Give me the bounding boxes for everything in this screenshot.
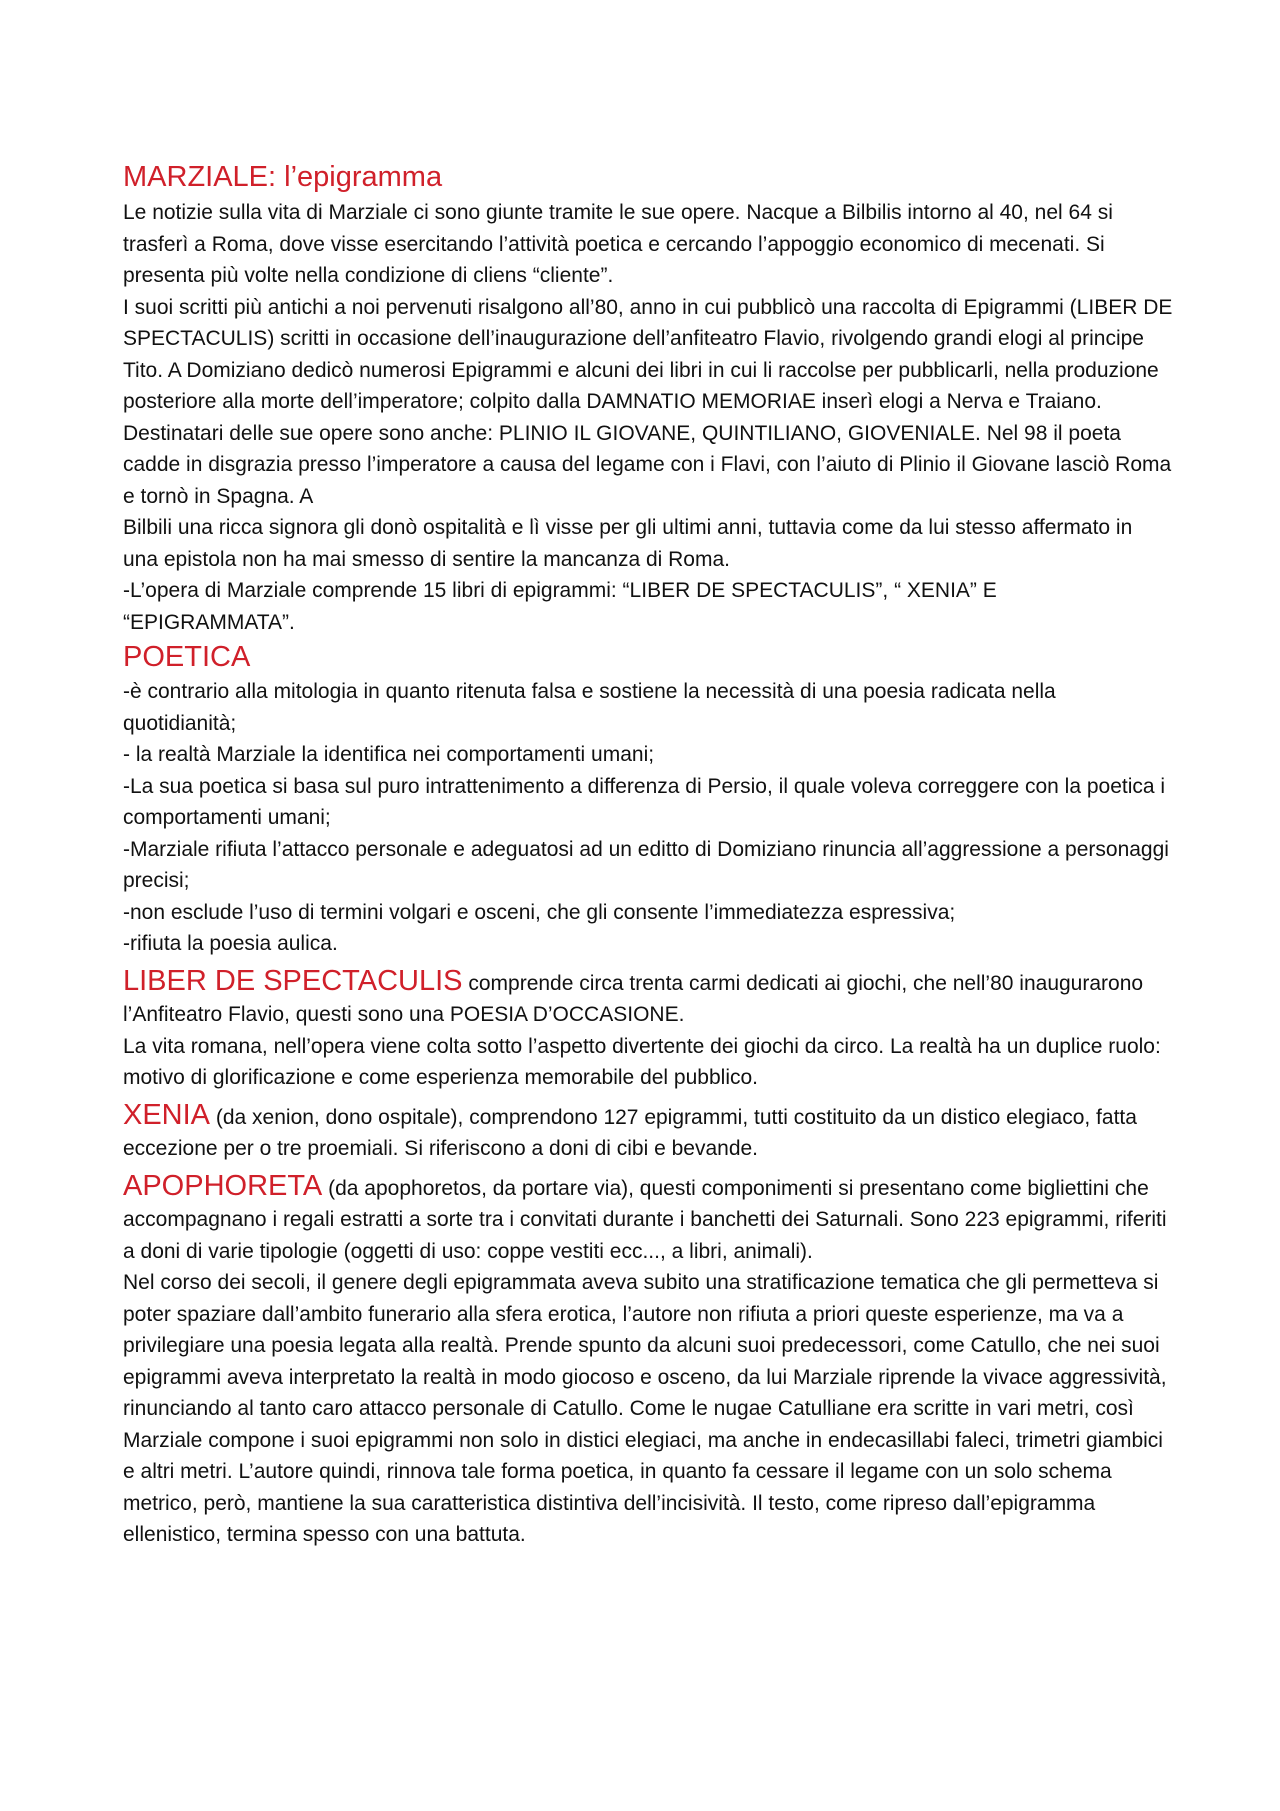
xenia-heading: XENIA xyxy=(123,1098,211,1131)
liber-section xyxy=(123,966,1173,1031)
intro-paragraph-3: Bilbili una ricca signora gli donò ospitalità e lì visse per gli ultimi anni, tuttavia come da lui stesso affermato in una epistola non ha mai smesso di sentire la mancanza di Roma. xyxy=(123,516,1133,571)
poetica-heading: POETICA xyxy=(123,641,251,673)
apophoreta-section xyxy=(123,1171,1173,1268)
apophoreta-heading: APOPHORETA xyxy=(123,1169,323,1202)
poetica-item: -non esclude l’uso di termini volgari e osceni, che gli consente l’immediatezza espressiva; xyxy=(123,900,956,924)
intro-paragraph-4: -L’opera di Marziale comprende 15 libri di epigrammi: “LIBER DE SPECTACULIS”, “ XENIA” E “EPIGRAMMATA”. xyxy=(123,579,997,634)
liber-heading: LIBER DE SPECTACULIS xyxy=(123,964,463,997)
xenia-section xyxy=(123,1100,1173,1165)
liber-text-2: La vita romana, nell’opera viene colta sotto l’aspetto divertente dei giochi da circo. La realtà ha un duplice ruolo: motivo di glorificazione e come esperienza memorabile del pubblico. xyxy=(123,1034,1161,1089)
liber-text: comprende circa trenta carmi dedicati ai giochi, che nell’80 inaugurarono l’Anfiteatro Flavio, questi sono una POESIA D’OCCASIONE. xyxy=(123,971,1144,1026)
poetica-item: -è contrario alla mitologia in quanto ritenuta falsa e sostiene la necessità di una poesia radicata nella quotidianità; xyxy=(123,680,1056,735)
page-title: MARZIALE: l’epigramma xyxy=(123,161,443,193)
intro-paragraph-1: Le notizie sulla vita di Marziale ci sono giunte tramite le sue opere. Nacque a Bilbilis intorno al 40, nel 64 si trasferì a Roma, dove visse esercitando l’attività poetica e cercando l’appoggio economico di mecenati. Si presenta più volte nella condizione di cliens “cliente”. xyxy=(123,201,1113,287)
apophoreta-text-2: Nel corso dei secoli, il genere degli epigrammata aveva subito una stratificazione tematica che gli permetteva si poter spaziare dall’ambito funerario alla sfera erotica, l’autore non rifiuta a priori queste esperienze, ma va a privilegiare una poesia legata alla realtà. Prende spunto da alcuni suoi predecessori, come Catullo, che nei suoi epigrammi aveva interpretato la realtà in modo giocoso e osceno, da lui Marziale riprende la vivace aggressività, rinunciando al tanto caro attacco personale di Catullo. Come le nugae Catulliane era scritte in vari metri, così Marziale compone i suoi epigrammi non solo in distici elegiaci, ma anche in endecasillabi faleci, trimetri giambici e altri metri. L’autore quindi, rinnova tale forma poetica, in quanto fa cessare il legame con un solo schema metrico, però, mantiene la sua caratteristica distintiva dell’incisività. Il testo, come ripreso dall’epigramma ellenistico, termina spesso con una battuta. xyxy=(123,1271,1167,1546)
intro-paragraph-2: I suoi scritti più antichi a noi pervenuti risalgono all’80, anno in cui pubblicò una raccolta di Epigrammi (LIBER DE SPECTACULIS) scritti in occasione dell’inaugurazione dell’anfiteatro Flavio, rivolgendo grandi elogi al principe Tito. A Domiziano dedicò numerosi Epigrammi e alcuni dei libri in cui li raccolse per pubblicarli, nella produzione posteriore alla morte dell’imperatore; colpito dalla DAMNATIO MEMORIAE inserì elogi a Nerva e Traiano. Destinatari delle sue opere sono anche: PLINIO IL GIOVANE, QUINTILIANO, GIOVENIALE. Nel 98 il poeta cadde in disgrazia presso l’imperatore a causa del legame con i Flavi, con l’aiuto di Plinio il Giovane lasciò Roma e tornò in Spagna. A xyxy=(123,295,1173,508)
poetica-item: -Marziale rifiuta l’attacco personale e adeguatosi ad un editto di Domiziano rinuncia all’aggressione a personaggi precisi; xyxy=(123,837,1169,892)
xenia-text: (da xenion, dono ospitale), comprendono 127 epigrammi, tutti costituito da un distico elegiaco, fatta eccezione per o tre proemiali. Si riferiscono a doni di cibi e bevande. xyxy=(123,1105,1137,1160)
poetica-item: - la realtà Marziale la identifica nei comportamenti umani; xyxy=(123,743,655,766)
poetica-item: -rifiuta la poesia aulica. xyxy=(123,932,338,955)
document-page xyxy=(123,157,1173,1551)
poetica-item: -La sua poetica si basa sul puro intrattenimento a differenza di Persio, il quale voleva correggere con la poetica i comportamenti umani; xyxy=(123,774,1166,829)
apophoreta-text: (da apophoretos, da portare via), questi componimenti si presentano come bigliettini che accompagnano i regali estratti a sorte tra i convitati durante i banchetti dei Saturnali. Sono 223 epigrammi, riferiti a doni di varie tipologie (oggetti di uso: coppe vestiti ecc..., a libri, animali). xyxy=(123,1176,1167,1263)
